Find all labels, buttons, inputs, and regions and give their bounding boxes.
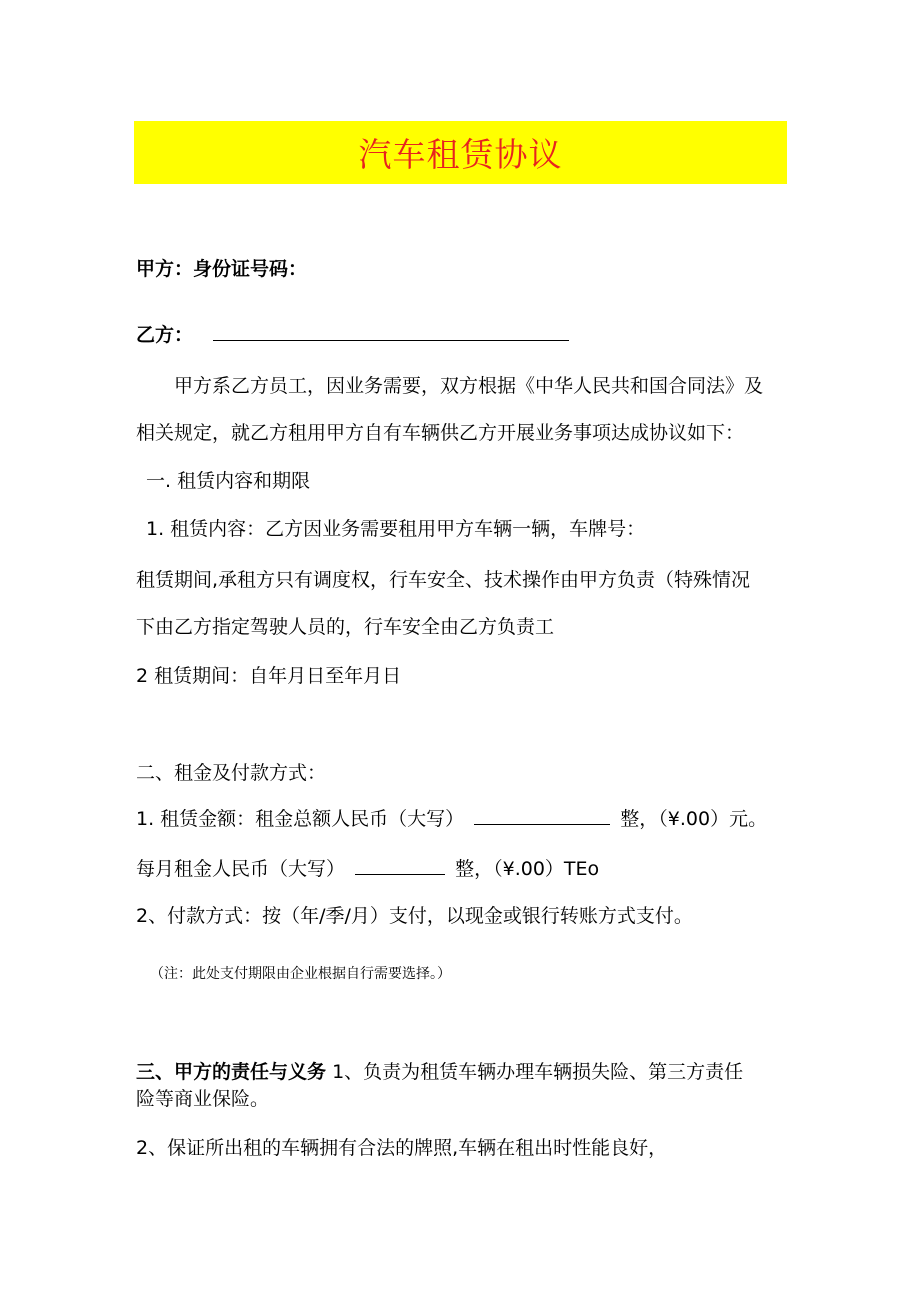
party-b-line (136, 322, 569, 348)
party-a-line (136, 256, 307, 282)
title-banner (134, 121, 787, 184)
section1-item2: 2 租赁期间：自年月日至年月日 (136, 665, 402, 687)
section3-item1-line2: 险等商业保险。 (136, 1088, 270, 1110)
intro-line-2: 相关规定，就乙方租用甲方自有车辆供乙方开展业务事项达成协议如下： (136, 422, 745, 444)
section1-item1: 1. 租赁内容：乙方因业务需要租用甲方车辆一辆，车牌号： (146, 518, 646, 540)
intro-line-1: 甲方系乙方员工，因业务需要，双方根据《中华人民共和国合同法》及 (174, 375, 764, 397)
section1-para-line2: 下由乙方指定驾驶人员的，行车安全由乙方负责工 (136, 616, 555, 638)
section2-heading: 二、租金及付款方式： (136, 762, 327, 784)
section2-note: （注：此处支付期限由企业根据自行需要选择。） (150, 966, 451, 982)
section2-monthly (136, 856, 599, 882)
party-a-label: 甲方： (136, 258, 194, 280)
rent-total-suffix: 整，（¥.00）元。 (620, 808, 768, 830)
rent-monthly-blank (355, 856, 445, 875)
party-b-label: 乙方： (136, 324, 194, 346)
section1-para-line1: 租赁期间,承租方只有调度权，行车安全、技术操作由甲方负责（特殊情况 (136, 569, 751, 591)
rent-total-blank (474, 806, 610, 825)
document-title: 汽车租赁协议 (358, 135, 563, 174)
section3-item2: 2、保证所出租的车辆拥有合法的牌照,车辆在租出时性能良好， (136, 1137, 668, 1159)
section3-item1-text: 1、负责为租赁车辆办理车辆损失险、第三方责任 (332, 1061, 744, 1083)
section1-heading: 一. 租赁内容和期限 (146, 470, 311, 492)
section2-item1 (136, 806, 767, 832)
section3-heading: 三、甲方的责任与义务 (136, 1061, 327, 1083)
rent-monthly-suffix: 整，（¥.00）TEo (455, 858, 600, 880)
section3-item1-line1 (136, 1059, 743, 1085)
party-b-blank (213, 322, 569, 341)
rent-monthly-prefix: 每月租金人民币（大写） (136, 858, 346, 880)
party-a-id-label: 身份证号码： (193, 258, 308, 280)
section2-item2: 2、付款方式：按（年/季/月）支付，以现金或银行转账方式支付。 (136, 905, 693, 927)
rent-total-prefix: 1. 租赁金额：租金总额人民币（大写） (136, 808, 465, 830)
